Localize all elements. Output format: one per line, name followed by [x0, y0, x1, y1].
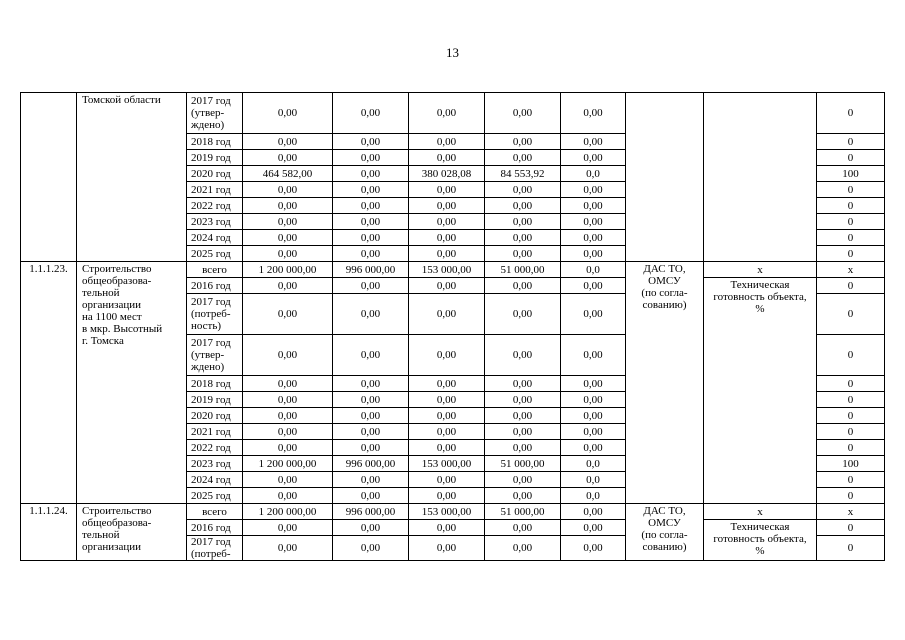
- value-cell: 0,00: [243, 214, 333, 230]
- value-cell: 0,00: [333, 166, 409, 182]
- value-cell: 0,00: [333, 488, 409, 504]
- value-cell: 0,00: [333, 198, 409, 214]
- value-cell: 153 000,00: [409, 456, 485, 472]
- value-cell: 0,00: [409, 230, 485, 246]
- value-cell: 0,00: [333, 335, 409, 376]
- year-cell: 2025 год: [187, 488, 243, 504]
- year-cell: 2021 год: [187, 182, 243, 198]
- year-cell: 2022 год: [187, 198, 243, 214]
- target-value-cell: 0: [817, 294, 885, 335]
- year-cell: 2019 год: [187, 392, 243, 408]
- value-cell: 0,00: [333, 182, 409, 198]
- target-value-cell: 0: [817, 134, 885, 150]
- value-cell: 0,00: [243, 230, 333, 246]
- year-cell: 2021 год: [187, 424, 243, 440]
- value-cell: 0,00: [561, 182, 626, 198]
- item-name-text: Томской области: [82, 94, 161, 106]
- value-cell: 0,00: [485, 520, 561, 536]
- value-cell: 0,00: [243, 408, 333, 424]
- executor-cell: [626, 262, 704, 504]
- indicator-cell: [704, 93, 817, 262]
- value-cell: 0,00: [333, 440, 409, 456]
- target-value-cell: 0: [817, 536, 885, 561]
- value-cell: 153 000,00: [409, 262, 485, 278]
- value-cell: 0,0: [561, 472, 626, 488]
- item-number-text: 1.1.1.24.: [29, 505, 68, 517]
- value-cell: 0,00: [561, 214, 626, 230]
- value-cell: 0,00: [409, 488, 485, 504]
- year-cell: 2024 год: [187, 472, 243, 488]
- value-cell: 153 000,00: [409, 504, 485, 520]
- value-cell: 0,00: [409, 472, 485, 488]
- value-cell: 0,00: [409, 134, 485, 150]
- executor-cell: [626, 93, 704, 262]
- executor-cell: [626, 504, 704, 561]
- indicator-text: Техническая готовность объекта, %: [713, 521, 807, 557]
- value-cell: 0,00: [243, 440, 333, 456]
- target-value-cell: 100: [817, 166, 885, 182]
- value-cell: 0,00: [485, 246, 561, 262]
- year-cell: 2023 год: [187, 214, 243, 230]
- value-cell: 0,00: [485, 198, 561, 214]
- year-cell: всего: [187, 262, 243, 278]
- value-cell: 0,00: [561, 278, 626, 294]
- target-value-cell: 0: [817, 392, 885, 408]
- indicator-x: x: [704, 262, 817, 278]
- value-cell: 0,00: [243, 134, 333, 150]
- value-cell: 0,00: [561, 150, 626, 166]
- value-cell: 0,00: [409, 520, 485, 536]
- value-cell: 0,00: [409, 424, 485, 440]
- value-cell: 0,0: [561, 488, 626, 504]
- value-cell: 0,00: [409, 182, 485, 198]
- value-cell: 0,00: [485, 134, 561, 150]
- value-cell: 0,00: [333, 408, 409, 424]
- year-cell: 2017 год (потреб-: [187, 536, 243, 561]
- item-number: [21, 504, 77, 561]
- value-cell: 0,00: [561, 424, 626, 440]
- value-cell: 0,00: [243, 488, 333, 504]
- table-row: [21, 262, 885, 278]
- year-cell: 2019 год: [187, 150, 243, 166]
- value-cell: 1 200 000,00: [243, 456, 333, 472]
- year-cell: 2018 год: [187, 134, 243, 150]
- value-cell: 0,00: [409, 294, 485, 335]
- target-value-cell: 0: [817, 150, 885, 166]
- value-cell: 0,00: [333, 520, 409, 536]
- indicator-x: x: [704, 504, 817, 520]
- target-value-cell: 0: [817, 440, 885, 456]
- value-cell: 1 200 000,00: [243, 262, 333, 278]
- value-cell: 0,00: [243, 182, 333, 198]
- target-value-cell: 0: [817, 182, 885, 198]
- target-value-cell: 0: [817, 246, 885, 262]
- target-value-cell: 0: [817, 376, 885, 392]
- year-cell: 2016 год: [187, 278, 243, 294]
- value-cell: 0,00: [561, 376, 626, 392]
- value-cell: 0,00: [409, 93, 485, 134]
- value-cell: 0,00: [243, 278, 333, 294]
- value-cell: 0,00: [561, 230, 626, 246]
- value-cell: 0,00: [409, 392, 485, 408]
- value-cell: 0,00: [333, 376, 409, 392]
- year-cell: 2023 год: [187, 456, 243, 472]
- value-cell: 0,00: [243, 472, 333, 488]
- value-cell: 0,00: [561, 294, 626, 335]
- value-cell: 0,00: [243, 424, 333, 440]
- value-cell: 0,00: [409, 198, 485, 214]
- year-cell: 2016 год: [187, 520, 243, 536]
- item-number-text: 1.1.1.23.: [29, 263, 68, 275]
- target-value-cell: 0: [817, 214, 885, 230]
- value-cell: 51 000,00: [485, 456, 561, 472]
- item-name: [77, 504, 187, 561]
- value-cell: 0,00: [561, 408, 626, 424]
- value-cell: 0,0: [561, 456, 626, 472]
- target-value-cell: 0: [817, 93, 885, 134]
- value-cell: 0,00: [409, 536, 485, 561]
- item-number: [21, 262, 77, 504]
- value-cell: 51 000,00: [485, 262, 561, 278]
- value-cell: 0,00: [561, 134, 626, 150]
- target-value-cell: 0: [817, 230, 885, 246]
- target-value-cell: 0: [817, 488, 885, 504]
- value-cell: 0,00: [409, 440, 485, 456]
- value-cell: 0,00: [561, 520, 626, 536]
- target-value-cell: 0: [817, 520, 885, 536]
- value-cell: 0,00: [243, 392, 333, 408]
- value-cell: 0,00: [409, 246, 485, 262]
- value-cell: 0,00: [333, 230, 409, 246]
- year-cell: 2025 год: [187, 246, 243, 262]
- target-value-cell: 0: [817, 335, 885, 376]
- year-cell: всего: [187, 504, 243, 520]
- value-cell: 0,00: [485, 472, 561, 488]
- value-cell: 996 000,00: [333, 504, 409, 520]
- value-cell: 0,00: [485, 214, 561, 230]
- value-cell: 1 200 000,00: [243, 504, 333, 520]
- year-cell: 2018 год: [187, 376, 243, 392]
- target-value-cell: 0: [817, 424, 885, 440]
- item-name-text: Строительство общеобразова- тельной организации на 1100 мест в мкр. Высотный г. Томска: [82, 263, 163, 347]
- value-cell: 0,00: [561, 440, 626, 456]
- value-cell: 0,00: [333, 536, 409, 561]
- target-value-cell: 0: [817, 198, 885, 214]
- value-cell: 0,00: [561, 246, 626, 262]
- value-cell: 996 000,00: [333, 262, 409, 278]
- value-cell: 0,00: [485, 392, 561, 408]
- value-cell: 0,00: [333, 294, 409, 335]
- value-cell: 0,00: [561, 536, 626, 561]
- value-cell: 0,00: [333, 150, 409, 166]
- table-row: [21, 504, 885, 520]
- value-cell: 0,00: [561, 93, 626, 134]
- year-cell: 2022 год: [187, 440, 243, 456]
- value-cell: 0,00: [243, 536, 333, 561]
- value-cell: 996 000,00: [333, 456, 409, 472]
- table-row: [21, 93, 885, 134]
- value-cell: 0,00: [485, 488, 561, 504]
- value-cell: 0,00: [333, 93, 409, 134]
- value-cell: 0,00: [485, 278, 561, 294]
- value-cell: 0,00: [243, 246, 333, 262]
- target-value-cell: x: [817, 262, 885, 278]
- year-cell: 2017 год (утвер- ждено): [187, 335, 243, 376]
- value-cell: 0,00: [243, 93, 333, 134]
- value-cell: 0,00: [485, 424, 561, 440]
- value-cell: 0,00: [243, 376, 333, 392]
- value-cell: 0,00: [485, 536, 561, 561]
- target-value-cell: 0: [817, 408, 885, 424]
- target-value-cell: 0: [817, 278, 885, 294]
- value-cell: 0,00: [485, 335, 561, 376]
- indicator-cell: [704, 278, 817, 504]
- value-cell: 0,00: [485, 376, 561, 392]
- item-name: [77, 93, 187, 262]
- indicator-cell: [704, 520, 817, 561]
- value-cell: 0,00: [409, 335, 485, 376]
- value-cell: 0,00: [561, 198, 626, 214]
- value-cell: 0,00: [485, 230, 561, 246]
- indicator-text: Техническая готовность объекта, %: [713, 279, 807, 315]
- target-value-cell: 100: [817, 456, 885, 472]
- year-cell: 2020 год: [187, 408, 243, 424]
- value-cell: 0,00: [485, 182, 561, 198]
- executor-text: ДАС ТО, ОМСУ (по согла- сованию): [641, 505, 688, 553]
- value-cell: 0,00: [333, 424, 409, 440]
- year-cell: 2024 год: [187, 230, 243, 246]
- year-cell: 2020 год: [187, 166, 243, 182]
- value-cell: 0,00: [485, 440, 561, 456]
- value-cell: 0,00: [561, 335, 626, 376]
- value-cell: 0,00: [409, 408, 485, 424]
- value-cell: 0,0: [561, 262, 626, 278]
- value-cell: 0,0: [561, 166, 626, 182]
- value-cell: 0,00: [243, 150, 333, 166]
- value-cell: 0,00: [333, 214, 409, 230]
- value-cell: 0,00: [243, 520, 333, 536]
- value-cell: 0,00: [485, 294, 561, 335]
- page-number: 13: [446, 45, 459, 60]
- value-cell: 0,00: [561, 392, 626, 408]
- value-cell: 0,00: [409, 278, 485, 294]
- value-cell: 51 000,00: [485, 504, 561, 520]
- item-number: [21, 93, 77, 262]
- target-value-cell: x: [817, 504, 885, 520]
- value-cell: 0,00: [561, 504, 626, 520]
- executor-text: ДАС ТО, ОМСУ (по согла- сованию): [641, 263, 688, 311]
- value-cell: 0,00: [409, 214, 485, 230]
- year-cell: 2017 год (потреб- ность): [187, 294, 243, 335]
- value-cell: 0,00: [409, 376, 485, 392]
- value-cell: 0,00: [333, 246, 409, 262]
- budget-table: [20, 92, 885, 561]
- value-cell: 0,00: [485, 408, 561, 424]
- value-cell: 0,00: [333, 278, 409, 294]
- value-cell: 84 553,92: [485, 166, 561, 182]
- target-value-cell: 0: [817, 472, 885, 488]
- value-cell: 0,00: [409, 150, 485, 166]
- value-cell: 0,00: [243, 335, 333, 376]
- value-cell: 0,00: [333, 134, 409, 150]
- value-cell: 380 028,08: [409, 166, 485, 182]
- value-cell: 464 582,00: [243, 166, 333, 182]
- year-cell: 2017 год (утвер- ждено): [187, 93, 243, 134]
- value-cell: 0,00: [485, 150, 561, 166]
- value-cell: 0,00: [333, 472, 409, 488]
- value-cell: 0,00: [485, 93, 561, 134]
- item-name-text: Строительство общеобразова- тельной организации: [82, 505, 152, 553]
- value-cell: 0,00: [333, 392, 409, 408]
- value-cell: 0,00: [243, 198, 333, 214]
- item-name: [77, 262, 187, 504]
- value-cell: 0,00: [243, 294, 333, 335]
